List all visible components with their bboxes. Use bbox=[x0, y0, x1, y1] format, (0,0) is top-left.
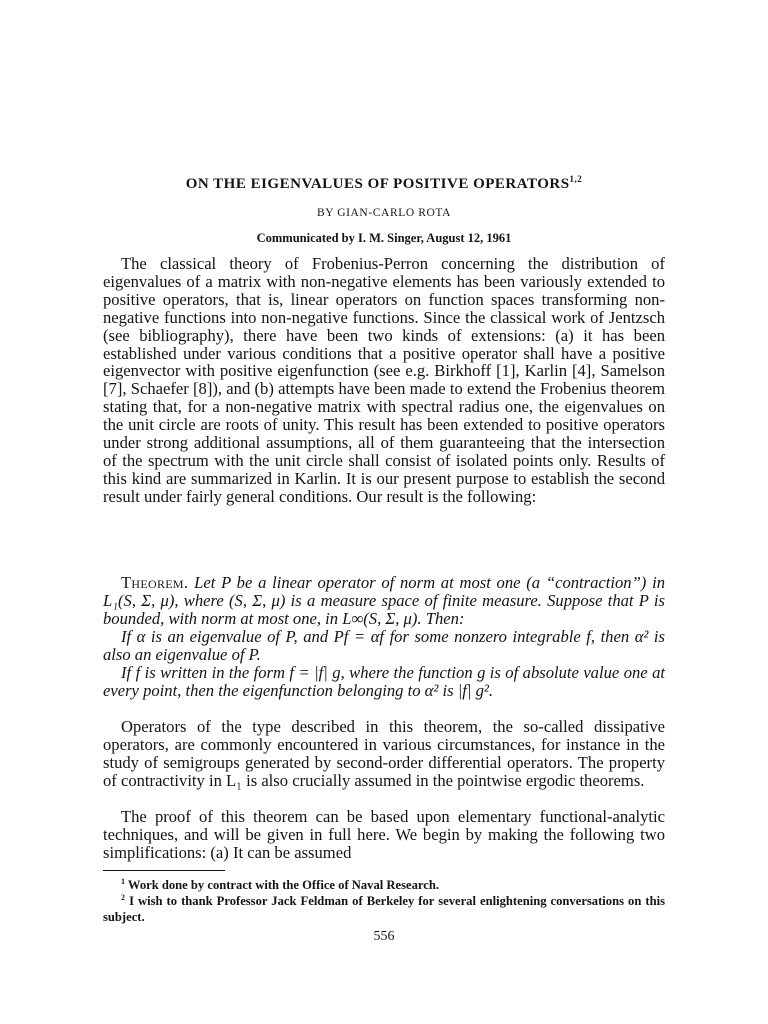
theorem-claim-1: If α is an eigenvalue of P, and Pf = αf for some nonzero integrable f, then α² is also an eigenvalue of P. bbox=[103, 627, 665, 664]
theorem-paragraph bbox=[103, 574, 665, 628]
theorem-label: Theorem. bbox=[121, 573, 189, 592]
page-number: 556 bbox=[373, 929, 395, 944]
article-title: ON THE EIGENVALUES OF POSITIVE OPERATORS$^{1,2}$ bbox=[185, 174, 583, 192]
footnote-1-mark: 1 bbox=[121, 877, 125, 886]
footnote-2 bbox=[103, 890, 665, 925]
footnote-2-mark: 2 bbox=[121, 893, 125, 902]
operators-paragraph: Operators of the type described in this theorem, the so-called dissipative operators, are commonly encountered in various circumstances, for instance in the study of semigroups generated by second-order differential operators. The property of contractivity in L₁ is also crucially assumed in the pointwise ergodic theorems. bbox=[103, 717, 665, 790]
author-byline: BY GIAN-CARLO ROTA bbox=[316, 207, 452, 219]
theorem-claim-2: If f is written in the form f = |f| g, where the function g is of absolute value one at every point, then the eigenfunction belonging to α² is |f| g². bbox=[103, 663, 665, 700]
proof-paragraph: The proof of this theorem can be based upon elementary functional-analytic techniques, and will be given in full here. We begin by making the following two simplifications: (a) It can be assumed bbox=[103, 807, 665, 862]
footnote-1-text: Work done by contract with the Office of Naval Research. bbox=[127, 878, 439, 893]
communicated-line: Communicated by I. M. Singer, August 12, 1961 bbox=[256, 231, 512, 245]
footnote-2-text: I wish to thank Professor Jack Feldman of Berkeley for several enlightening conversations on this subject. bbox=[103, 894, 665, 925]
theorem-statement: Let P be a linear operator of norm at most one (a “contraction”) in L₁(S, Σ, μ), where (S, Σ, μ) is a measure space of finite measure. Suppose that P is bounded, with norm at most one, in L∞(S, Σ, μ). Then: bbox=[103, 573, 665, 628]
title-footnote-marks: 1,2 bbox=[569, 174, 583, 184]
intro-paragraph: The classical theory of Frobenius-Perron concerning the distribution of eigenvalues of a matrix with non-negative elements has been variously extended to positive operators, that is, linear operators on function spaces transforming non-negative functions into non-negative functions. Since the classical work of Jentzsch (see bibliography), there have been two kinds of extensions: (a) it has been established under various conditions that a positive operator shall have a positive eigenvector with positive eigenfunction (see e.g. Birkhoff [1], Karlin [4], Samelson [7], Schaefer [8]), and (b) attempts have been made to extend the Frobenius theorem stating that, for a non-negative matrix with spectral radius one, the eigenvalues on the unit circle are roots of unity. This result has been extended to positive operators under strong additional assumptions, all of them guaranteeing that the intersection of the spectrum with the unit circle shall consist of isolated points only. Results of this kind are summarized in Karlin. It is our present purpose to establish the second result under fairly general conditions. Our result is the following: bbox=[103, 254, 665, 506]
footnote-rule bbox=[103, 870, 225, 871]
